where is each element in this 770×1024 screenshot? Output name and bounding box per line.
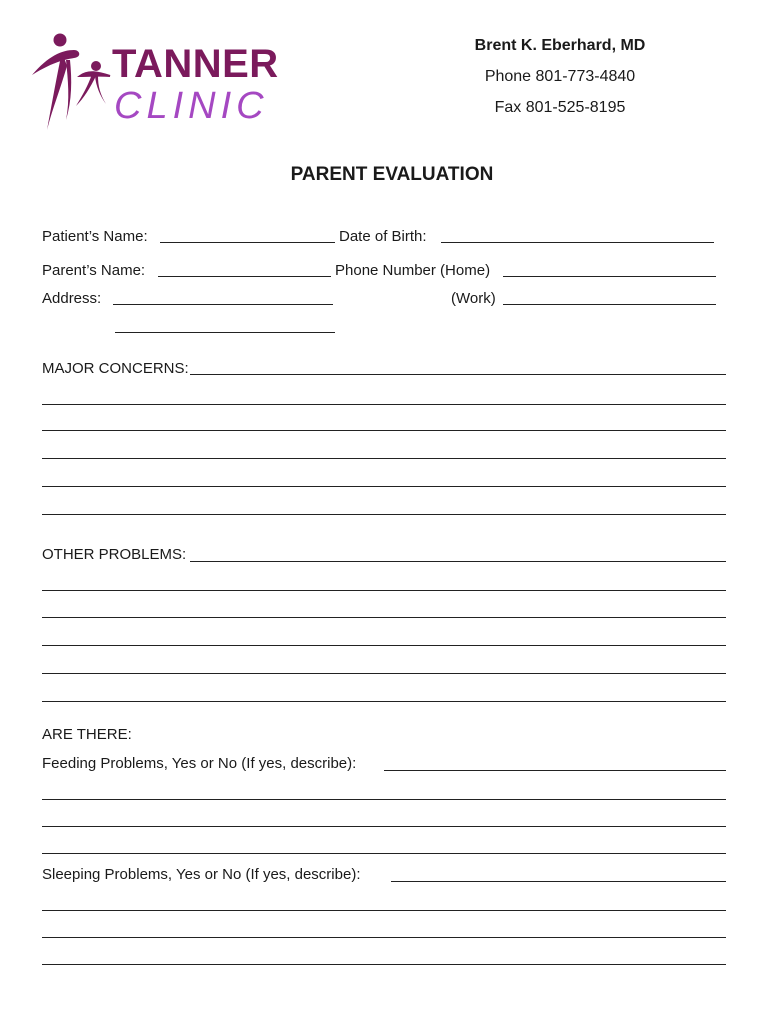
other-problems-line[interactable] <box>42 590 726 591</box>
other-problems-field[interactable] <box>190 561 726 562</box>
sleeping-problems-line[interactable] <box>42 937 726 938</box>
dancing-figures-logo-icon <box>30 30 115 140</box>
are-there-label: ARE THERE: <box>42 726 132 743</box>
major-concerns-field[interactable] <box>190 374 726 375</box>
address-field-line1[interactable] <box>113 304 333 305</box>
other-problems-line[interactable] <box>42 617 726 618</box>
major-concerns-line[interactable] <box>42 458 726 459</box>
patient-name-field[interactable] <box>160 242 335 243</box>
parent-name-label: Parent’s Name: <box>42 262 146 279</box>
phone-home-label: Phone Number (Home) <box>335 262 491 279</box>
major-concerns-line[interactable] <box>42 486 726 487</box>
sleeping-problems-field[interactable] <box>391 881 726 882</box>
patient-name-label: Patient’s Name: <box>42 228 148 245</box>
feeding-problems-line[interactable] <box>42 826 726 827</box>
other-problems-line[interactable] <box>42 701 726 702</box>
sleeping-problems-line[interactable] <box>42 910 726 911</box>
sleeping-problems-label: Sleeping Problems, Yes or No (If yes, describe): <box>42 866 361 883</box>
phone-home-field[interactable] <box>503 276 716 277</box>
feeding-problems-line[interactable] <box>42 799 726 800</box>
logo-text-tanner: TANNER <box>112 42 279 86</box>
logo-text-clinic: CLINIC <box>114 85 269 127</box>
other-problems-label: OTHER PROBLEMS: <box>42 546 187 563</box>
doctor-name: Brent K. Eberhard, MD <box>474 37 646 54</box>
address-label: Address: <box>42 290 102 307</box>
phone-number: Phone 801-773-4840 <box>484 68 636 85</box>
fax-number: Fax 801-525-8195 <box>494 99 626 116</box>
other-problems-line[interactable] <box>42 645 726 646</box>
sleeping-problems-line[interactable] <box>42 964 726 965</box>
feeding-problems-field[interactable] <box>384 770 726 771</box>
major-concerns-label: MAJOR CONCERNS: <box>42 360 189 377</box>
address-field-line2[interactable] <box>115 332 335 333</box>
dob-field[interactable] <box>441 242 714 243</box>
feeding-problems-label: Feeding Problems, Yes or No (If yes, describe): <box>42 755 357 772</box>
major-concerns-line[interactable] <box>42 430 726 431</box>
phone-work-field[interactable] <box>503 304 716 305</box>
page-title: PARENT EVALUATION <box>290 164 494 185</box>
work-label: (Work) <box>451 290 496 307</box>
parent-name-field[interactable] <box>158 276 331 277</box>
major-concerns-line[interactable] <box>42 404 726 405</box>
other-problems-line[interactable] <box>42 673 726 674</box>
contact-block <box>430 30 690 123</box>
dob-label: Date of Birth: <box>339 228 427 245</box>
major-concerns-line[interactable] <box>42 514 726 515</box>
tanner-clinic-logo <box>30 30 279 140</box>
feeding-problems-line[interactable] <box>42 853 726 854</box>
